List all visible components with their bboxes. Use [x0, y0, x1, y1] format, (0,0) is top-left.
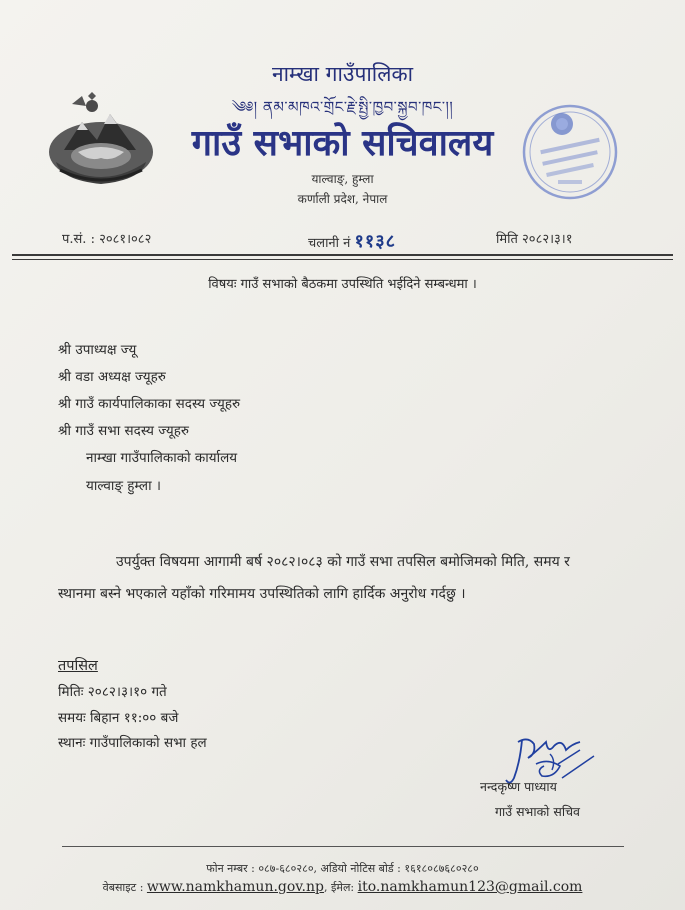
- details-time: समयः बिहान ११:०० बजे: [58, 710, 179, 726]
- reference-number: प.सं. : २०८१।०८२: [62, 232, 152, 247]
- header-divider: [12, 254, 673, 256]
- org-name-tibetan: ༄༅། ནམ་མཁའ་གྲོང་རྗེ་སྤྱི་ཁྱབ་སྐྱབ་ཁང་།།: [231, 98, 454, 116]
- recipient-line: श्री वडा अध्यक्ष ज्यूहरु: [58, 369, 166, 385]
- details-date: मितिः २०८२।३।१० गते: [58, 684, 167, 700]
- footer-web: [0, 879, 685, 895]
- details-venue: स्थानः गाउँपालिकाको सभा हल: [58, 735, 207, 751]
- recipient-line: नाम्खा गाउँपालिकाको कार्यालय: [86, 450, 238, 466]
- dispatch-number-field: [308, 229, 396, 253]
- header-divider-thin: [12, 259, 673, 260]
- letter-date: मिति २०८२।३।१: [496, 232, 573, 247]
- subject-line: विषयः गाउँ सभाको बैठकमा उपस्थिति भईदिने सम्बन्धमा ।: [208, 277, 477, 292]
- recipient-line: श्री गाउँ सभा सदस्य ज्यूहरु: [58, 423, 189, 439]
- details-heading: तपसिल: [58, 658, 98, 674]
- signatory-title: गाउँ सभाको सचिव: [495, 804, 580, 819]
- recipient-line: याल्वाङ् हुम्ला ।: [86, 478, 161, 494]
- recipient-line: श्री उपाध्यक्ष ज्यू: [58, 342, 137, 358]
- email-label: , ईमेल:: [323, 881, 355, 894]
- address-line-1: याल्वाङ्, हुम्ला: [311, 172, 374, 186]
- email-link[interactable]: ito.namkhamun123@gmail.com: [357, 879, 583, 895]
- org-name: नाम्खा गाउँपालिका: [271, 62, 414, 86]
- office-title: गाउँ सभाको सचिवालय: [191, 122, 494, 164]
- website-link[interactable]: www.namkhamun.gov.np: [146, 879, 324, 895]
- body-line-1: उपर्युक्त विषयमा आगामी बर्ष २०८२।०८३ को गाउँ सभा तपसिल बमोजिमको मिति, समय र: [116, 554, 570, 570]
- recipient-line: श्री गाउँ कार्यपालिकाका सदस्य ज्यूहरु: [58, 396, 241, 412]
- body-line-2: स्थानमा बस्ने भएकाले यहाँको गरिमामय उपस्थितिको लागि हार्दिक अनुरोध गर्दछु ।: [58, 586, 466, 602]
- body-paragraph: [58, 546, 678, 610]
- dispatch-number: ११३८: [354, 231, 396, 252]
- website-label: वेबसाइट :: [102, 881, 144, 894]
- footer-divider: [62, 846, 624, 847]
- signatory-name: नन्दकृष्ण पाध्याय: [480, 779, 557, 794]
- dispatch-label: चलानी नं: [308, 236, 351, 251]
- address-line-2: कर्णाली प्रदेश, नेपाल: [297, 192, 388, 206]
- footer-phone: फोन नम्बर : ०८७-६८०२८०, अडियो नोटिस बोर्ड : १६१८०८७६८०२८०: [206, 862, 479, 875]
